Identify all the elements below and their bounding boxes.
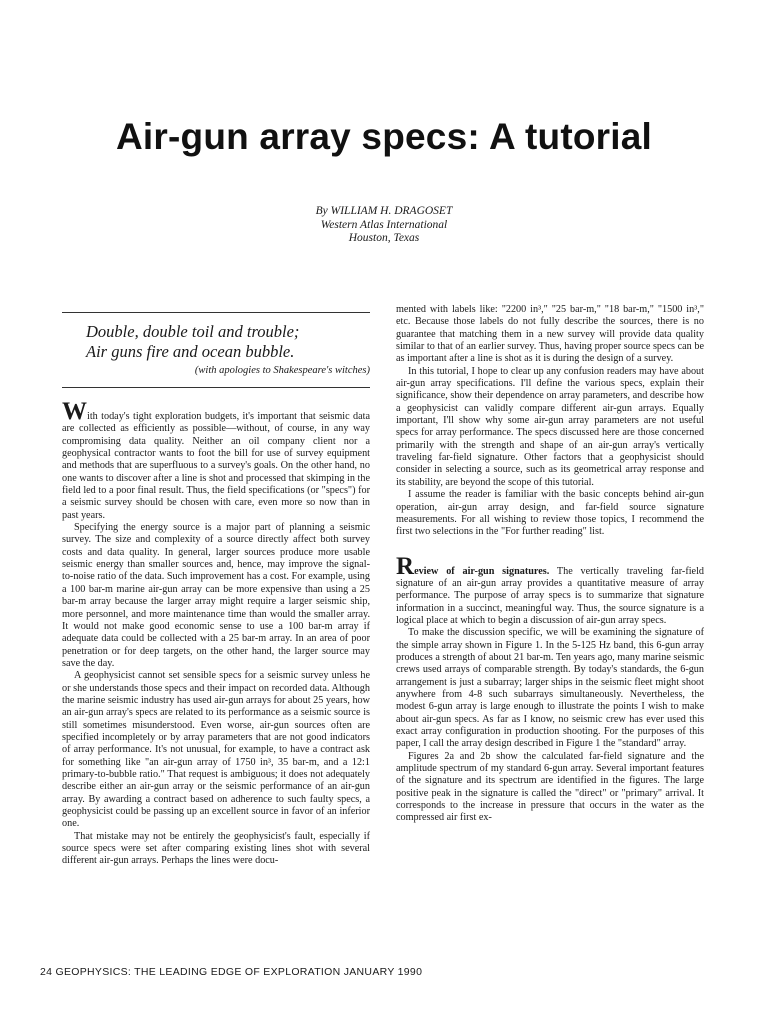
epigraph-line-2: Air guns fire and ocean bubble. [86,342,295,361]
epigraph [62,313,370,387]
section-paragraph [396,552,704,628]
section-heading: eview of air-gun signatures. [414,565,550,577]
drop-cap: W [62,398,87,425]
byline [0,205,768,246]
paragraph-text: ith today's tight exploration budgets, it's important that seismic data are collected as efficiently as possible—without, of course, in any way compromising data quality. Neither an oil company client nor a geophysical contractor wants to foot the bill for use of survey equipment and methods that are superfluous to a survey's goals. On the other hand, no one wants to discover after a line is shot and processed that skimping in the field led to a poor final result. Thus, the field specifications (or "specs") for a seismic survey should be chosen with care, even more so now than in past years. [62,411,370,521]
page-footer: 24 GEOPHYSICS: THE LEADING EDGE OF EXPLORATION JANUARY 1990 [40,966,423,978]
paragraph: To make the discussion specific, we will be examining the signature of the simple array shown in Figure 1. In the 5-125 Hz band, this 6-gun array produces a strength of about 21 bar-m. Ten years ago, many marine seismic crews used arrays of comparable strength. By today's standards, the 6-gun arrangement is just a subarray; larger ships in the seismic fleet might shoot anywhere from 4-8 such subarrays simultaneously. Nevertheless, the modest 6-gun array is large enough to illustrate the points I wish to make about air-gun specs. As far as I know, no seismic crew has ever used this exact array configuration in production shooting. For the purposes of this paper, I call the array design described in Figure 1 the "standard" array. [396,627,704,750]
section-drop-cap: R [396,552,415,580]
paragraph [62,398,370,522]
article-title: Air-gun array specs: A tutorial [116,116,652,157]
right-column [396,304,704,825]
paragraph: That mistake may not be entirely the geophysicist's fault, especially if source specs were set after comparing existing lines shot with several different air-gun arrays. Perhaps the lines were docu- [62,830,370,867]
paragraph: I assume the reader is familiar with the basic concepts behind air-gun operation, air-gun array design, and far-field source signature measurements. For all wishing to review those topics, I recommend the first two selections in the "For further reading" list. [396,489,704,538]
location: Houston, Texas [348,232,420,244]
paragraph-text: The vertically traveling far-field signature of an air-gun array provides a quantitative measure of array performance. The purpose of array specs is to summarize that signature information in a succinct, meaningful way. Thus, the source signature is a logical place at which to begin a discussion of air-gun array specs. [396,565,704,626]
paragraph: Figures 2a and 2b show the calculated far-field signature and the amplitude spectrum of my standard 6-gun array. Several important features of the signature and its spectrum are identified in the figures. The large positive peak in the signature is called the "direct" or "primary" arrival. It corresponds to the increase in pressure that occurs in the water as the compressed air first ex- [396,750,704,824]
paragraph: In this tutorial, I hope to clear up any confusion readers may have about air-gun array specifications. I'll define the various specs, explain their significance, show their dependence on array parameters, and describe how a geophysicist can validly compare different air-gun arrays. Equally important, I'll show why some air-gun array parameters are not useful specs for array performance. The specs discussed here are those concerned primarily with the strength and shape of an air-gun array's vertically traveling far-field signature. Other factors that a geophysicist should consider in selecting a source, such as its geometrical array response and its stability, are beyond the scope of this tutorial. [396,365,704,488]
epigraph-line-1: Double, double toil and trouble; [86,322,300,341]
affiliation: Western Atlas International [320,218,448,231]
paragraph: A geophysicist cannot set sensible specs for a seismic survey unless he or she understands those specs and their impact on recorded data. Although the marine seismic industry has used air-gun arrays for about 25 years, how an air-gun array's specs are related to its performance as a seismic source is still sometimes misunderstood. Even worse, air-gun sources often are specified incompletely or by array parameters that are not good indicators of array performance. It's not unusual, for example, to have a contract ask for something like "an air-gun array of 1750 in³, 35 bar-m, and a 12:1 primary-to-bubble ratio." That request is ambiguous; it does not adequately describe either an air-gun array or the seismic performance of an air-gun array. By awarding a contract based on adherence to such faulty specs, a geophysicist could be passing up an excellent source in favor of an inferior one. [62,670,370,830]
paragraph: mented with labels like: "2200 in³," "25 bar-m," "18 bar-m," "1500 in³," etc. Because those labels do not fully describe the sources, there is no guarantee that matching them in a new survey will provide data quality similar to that of an earlier survey. Thus, having proper source specs can be as important after a line is shot as it is during the design of a survey. [396,304,704,365]
paragraph: Specifying the energy source is a major part of planning a seismic survey. The size and complexity of a source directly affect both survey costs and data quality. In general, larger sources produce more usable seismic energy than smaller sources and, hence, may improve the signal-to-noise ratio of the data. Such improvement has a cost. For example, using a 100 bar-m marine air-gun array can be more expensive than using a 25 bar-m array because the larger array might require a larger seismic ship, more personnel, and more maintenance time than would the smaller array. It would not make good economic sense to use a 100 bar-m array if adequate data could be collected with a 25 bar-m array. In an area of poor penetration or for deep targets, on the other hand, the larger source may save the day. [62,522,370,669]
epigraph-credit: (with apologies to Shakespeare's witches) [194,365,370,376]
author: By WILLIAM H. DRAGOSET [315,205,453,217]
left-column [62,312,370,868]
